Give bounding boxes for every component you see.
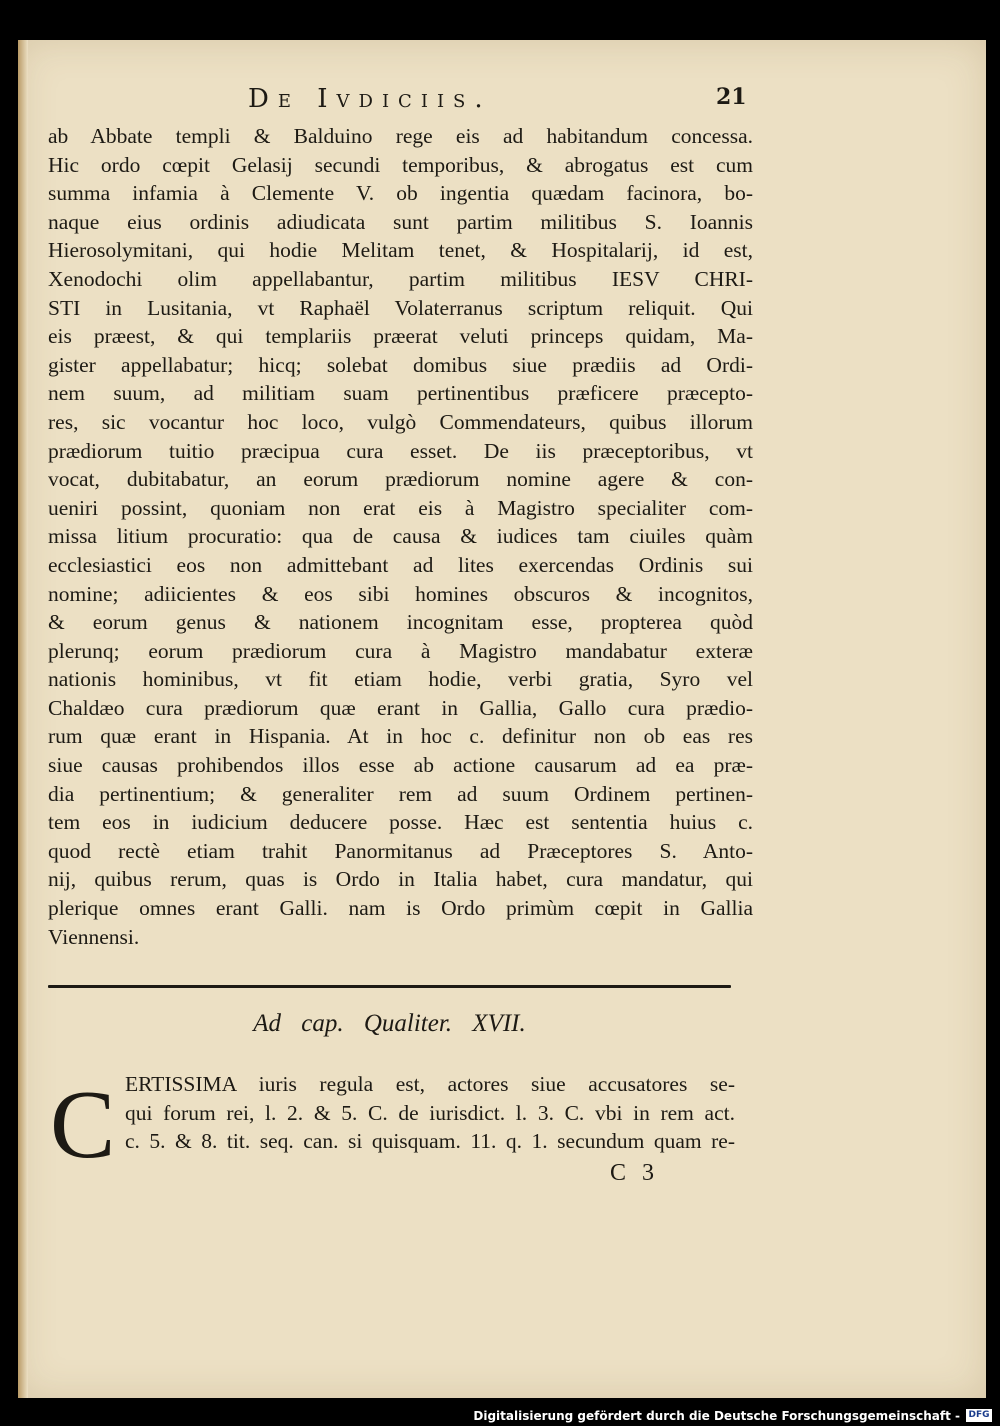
section-heading: Ad cap. Qualiter. XVII.: [253, 1010, 526, 1037]
section-divider: [48, 985, 731, 988]
text-line: ecclesiastici eos non admittebant ad lites exercendas Ordinis sui: [48, 552, 753, 577]
page-number: 21: [716, 84, 747, 110]
text-line: Xenodochi olim appellabantur, partim militibus IESV CHRI-: [48, 266, 753, 291]
running-head: De Ivdiciis.: [248, 84, 492, 114]
text-line: nomine; adiicientes & eos sibi homines obscuros & incognitos,: [48, 581, 753, 606]
text-line: prædiorum tuitio præcipua cura esset. De iis præceptoribus, vt: [48, 438, 753, 463]
text-line: quod rectè etiam trahit Panormitanus ad Præceptores S. Anto-: [48, 838, 753, 863]
text-line: res, sic vocantur hoc loco, vulgò Commendateurs, quibus illorum: [48, 409, 753, 434]
text-line: tem eos in iudicium deducere posse. Hæc est sententia huius c.: [48, 810, 753, 835]
body-text: [48, 122, 753, 951]
text-line: naque eius ordinis adiudicata sunt partim militibus S. Ioannis: [48, 209, 753, 234]
text-line: nem suum, ad militiam suam pertinentibus præficere præcepto-: [48, 381, 753, 406]
text-line: plerunq; eorum prædiorum cura à Magistro mandabatur exteræ: [48, 638, 753, 663]
text-line: ab Abbate templi & Balduino rege eis ad habitandum concessa.: [48, 124, 753, 148]
text-line: ERTISSIMA iuris regula est, actores siue accusatores se-: [125, 1072, 735, 1096]
funding-notice: Digitalisierung gefördert durch die Deutsche Forschungsgemeinschaft -: [473, 1409, 960, 1423]
text-line: Chaldæo cura prædiorum quæ erant in Gallia, Gallo cura prædio-: [48, 695, 753, 720]
text-line: Hierosolymitani, qui hodie Melitam tenet, & Hospitalarij, id est,: [48, 238, 753, 263]
text-line: nationis hominibus, vt fit etiam hodie, verbi gratia, Syro vel: [48, 667, 753, 692]
section-text: [125, 1070, 735, 1156]
book-page: [18, 40, 986, 1398]
text-line: vocat, dubitabatur, an eorum prædiorum nomine agere & con-: [48, 467, 753, 492]
text-line: missa litium procuratio: qua de causa & iudices tam ciuiles quàm: [48, 524, 753, 549]
text-line: c. 5. & 8. tit. seq. can. si quisquam. 11. q. 1. secundum quam re-: [125, 1129, 735, 1154]
text-line: siue causas prohibendos illos esse ab actione causarum ad ea præ-: [48, 753, 753, 778]
text-line: plerique omnes erant Galli. nam is Ordo primùm cœpit in Gallia: [48, 896, 753, 921]
footer-bar: [0, 1406, 1000, 1426]
text-line: summa infamia à Clemente V. ob ingentia quædam facinora, bo-: [48, 181, 753, 206]
text-line: Viennensi.: [48, 924, 140, 949]
text-line: gister appellabatur; hicq; solebat domibus siue prædiis ad Ordi-: [48, 352, 753, 377]
dfg-logo-icon: DFG: [966, 1409, 992, 1422]
text-line: rum quæ erant in Hispania. At in hoc c. definitur non ob eas res: [48, 724, 753, 749]
text-line: qui forum rei, l. 2. & 5. C. de iurisdict. l. 3. C. vbi in rem act.: [125, 1100, 735, 1125]
text-line: Hic ordo cœpit Gelasij secundi temporibus, & abrogatus est cum: [48, 152, 753, 177]
text-line: & eorum genus & nationem incognitam esse, propterea quòd: [48, 610, 753, 635]
signature-mark: C 3: [610, 1160, 655, 1186]
text-line: eis præest, & qui templariis præerat veluti princeps quidam, Ma-: [48, 324, 753, 349]
text-line: nij, quibus rerum, quas is Ordo in Italia habet, cura mandatur, qui: [48, 867, 753, 892]
text-line: dia pertinentium; & generaliter rem ad suum Ordinem pertinen-: [48, 781, 753, 806]
drop-capital: C: [50, 1071, 116, 1179]
text-line: ueniri possint, quoniam non erat eis à Magistro specialiter com-: [48, 495, 753, 520]
page-gutter: [18, 40, 28, 1398]
text-line: STI in Lusitania, vt Raphaël Volaterranus scriptum reliquit. Qui: [48, 295, 753, 320]
